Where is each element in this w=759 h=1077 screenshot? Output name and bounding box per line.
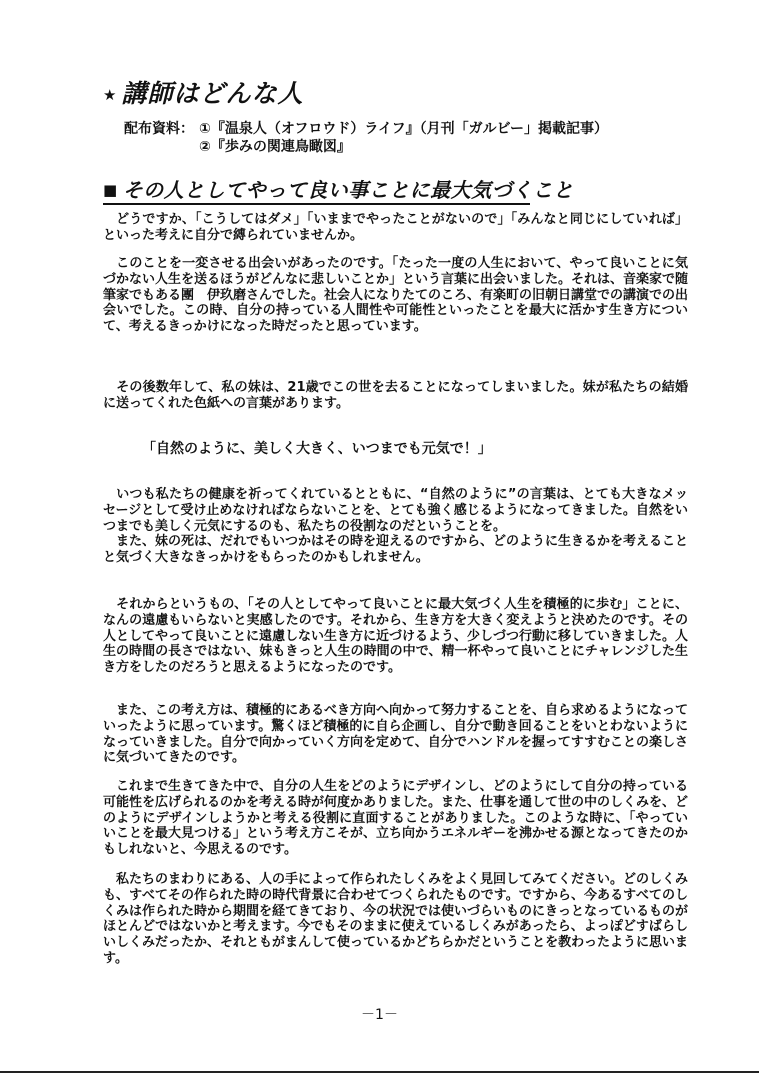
materials-item-2: ②『歩みの関連鳥瞰図』 [199,139,351,155]
paragraph-4: いつも私たちの健康を祈ってくれているとともに、“自然のように”の言葉は、とても大きなメッセージとして受け止めなければならないことを、とても強く感じるようになってきました。自然をいつまでも美しく元気にするのも、私たちの役割なのだということを。 また、妹の死は、だれでもいつかはその時を迎えるのですから、どのように生きるかを考えることと気づく大きなきっかけをもらったのかもしれません。 [103,487,689,566]
paragraph-6: また、この考え方は、積極的にあるべき方向へ向かって努力することを、自ら求めるようになっていったように思っています。驚くほど積極的に自ら企画し、自分で動き回ることをいとわないようになっていきました。自分で向かっていく方向を定めて、自分でハンドルを握ってすすむことの楽しさに気づいてきたのです。 [103,703,689,766]
star-icon: ★ [103,86,118,104]
section-underline [103,203,530,205]
paragraph-7: これまで生きてきた中で、自分の人生をどのようにデザインし、どのようにして自分の持っている可能性を広げられるのかを考える時が何度かありました。また、仕事を通して世の中のしくみを、どのようにデザインしようかと考える役割に直面することがありました。このような時に、「やっていいことを最大見つける」という考え方こそが、立ち向かうエネルギーを沸かせる源となってきたのかもしれないと、今思えるのです。 [103,779,689,858]
materials-label: 配布資料： [124,121,194,137]
page-number: －1－ [361,1007,398,1023]
square-bullet-icon: ■ [103,181,118,199]
materials-item-1: ①『温泉人（オフロウド）ライフ』（月刊「ガルビー」掲載記事） [199,121,609,137]
paragraph-1: どうですか、「こうしてはダメ」「いままでやったことがないので」「みんなと同じにしていれば」といった考えに自分で縛られていませんか。 [103,212,688,243]
section-heading-text: その人としてやって良い事ことに最大気づくこと [122,178,574,202]
page-title [103,74,303,110]
quote-text: 「自然のように、美しく大きく、いつまでも元気で！」 [142,441,492,457]
bottom-border [0,1071,759,1073]
paragraph-2: このことを一変させる出会いがあったのです。「たった一度の人生において、やって良いことに気づかない人生を送るほうがどんなに悲しいことか」という言葉に出会いました。それは、音楽家で随筆家でもある團 伊玖磨さんでした。社会人になりたてのころ、有楽町の旧朝日講堂での講演での出会いでした。この時、自分の持っている人間性や可能性といったことを最大に活かす生き方について、考えるきっかけになった時だったと思っています。 [103,256,689,335]
paragraph-8: 私たちのまわりにある、人の手によって作られたしくみをよく見回してみてください。どのしくみも、すべてその作られた時の時代背景に合わせてつくられたものです。ですから、今あるすべてのしくみは作られた時から期間を経てきており、今の状況では使いづらいものにきっとなっているものがほとんどではないかと考えます。今でもそのままに使えているしくみがあったら、よっぽどすばらしいしくみだったか、それともがまんして使っているかどちらかだということを教わったように思います。 [103,872,689,966]
page-title-text: 講師はどんな人 [121,79,304,108]
section-heading [103,174,574,203]
paragraph-3: その後数年して、私の妹は、21歳でこの世を去ることになってしまいました。妹が私たちの結婚に送ってくれた色紙への言葉があります。 [103,380,688,411]
paragraph-5: それからというもの、「その人としてやって良いことに最大気づく人生を積極的に歩む」ことに、なんの遠慮もいらないと実感したのです。それから、生き方を大きく変えようと決めたのです。その人としてやって良いことに遠慮しない生き方に近づけるよう、少しづつ行動に移していきました。人生の時間の長さではない、妹もきっと人生の時間の中で、精一杯やって良いことにチャレンジした生き方をしたのだろうと思えるようになったのです。 [103,597,689,676]
